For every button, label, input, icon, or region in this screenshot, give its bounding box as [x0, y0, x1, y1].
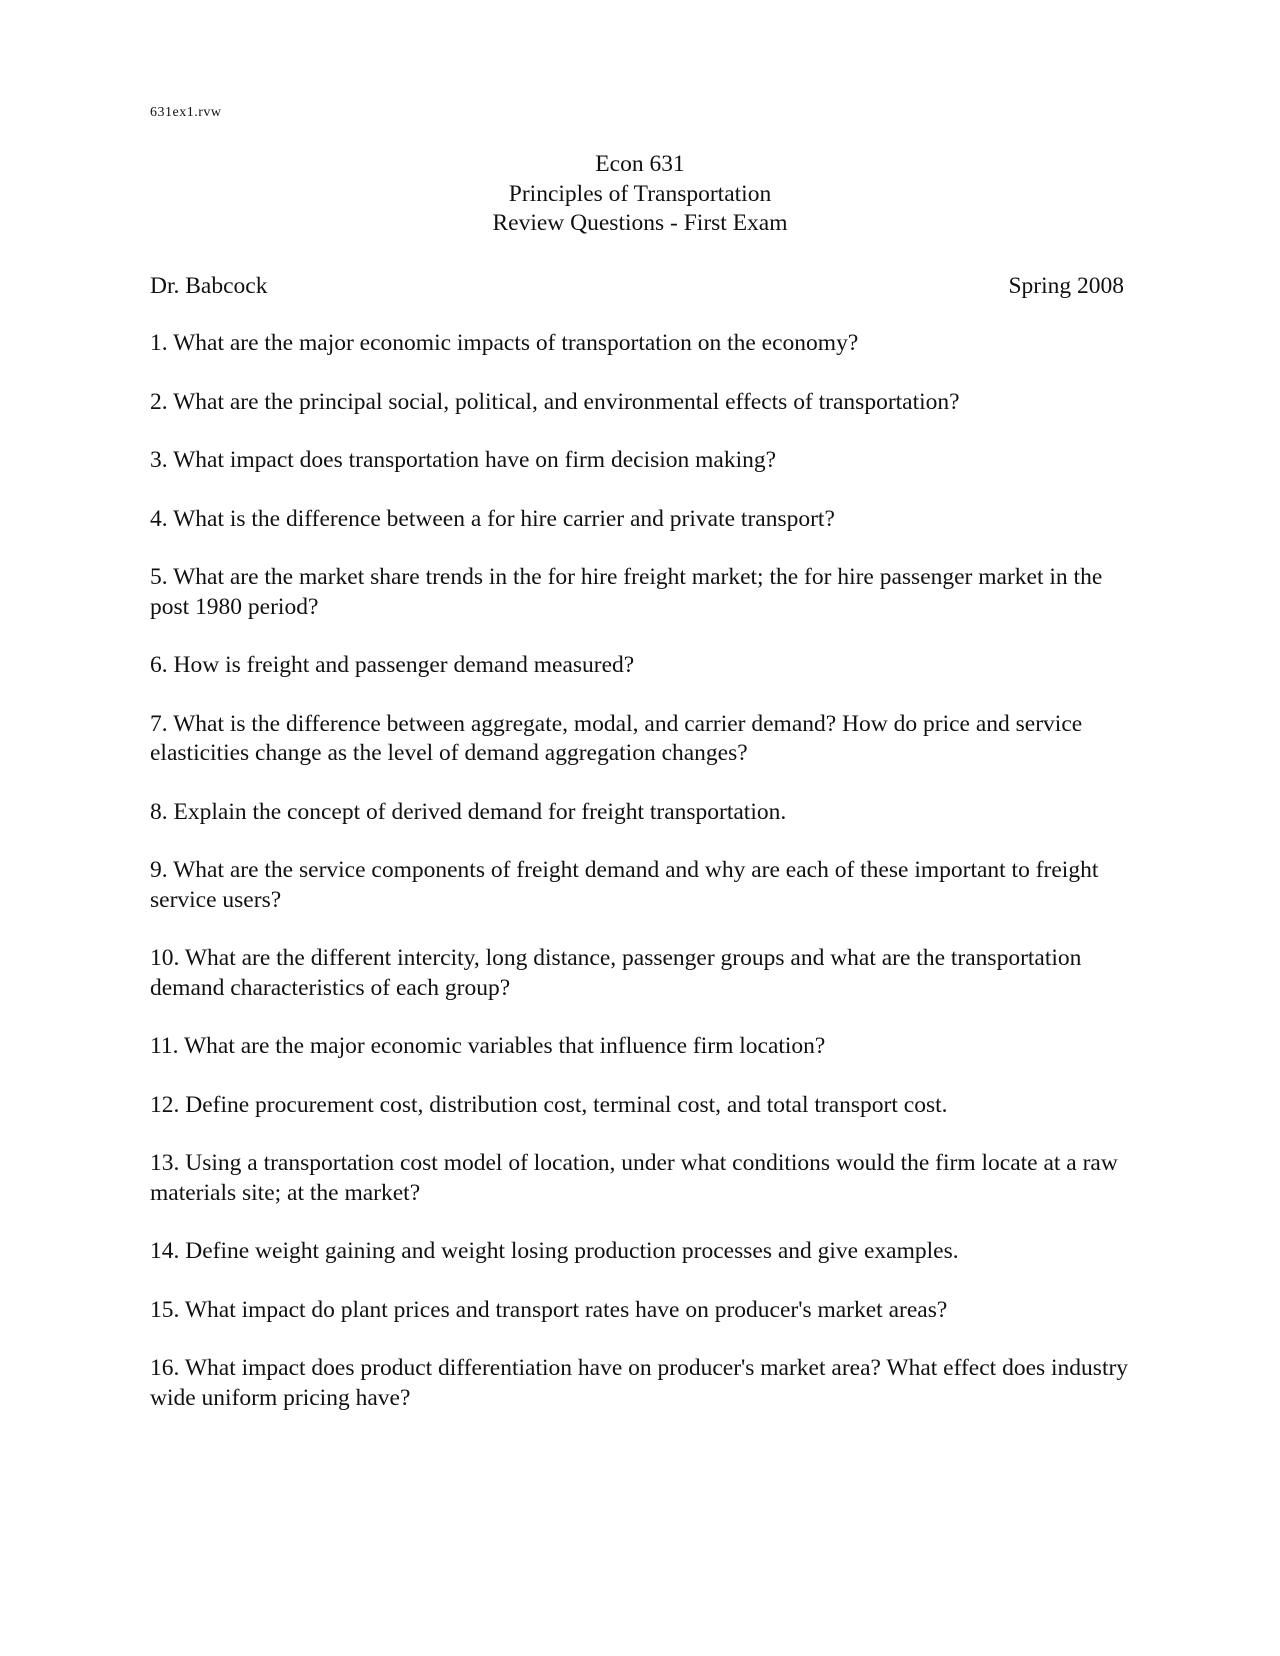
question-text: What impact does product differentiation have on producer's market area? What effect does industry wide uniform pricing have? — [150, 1355, 1129, 1411]
question-item — [150, 388, 1130, 418]
question-number: 10. — [150, 945, 180, 971]
question-text: Define weight gaining and weight losing production processes and give examples. — [185, 1238, 959, 1264]
file-name-label: 631ex1.rvw — [150, 105, 222, 120]
question-number: 3. — [150, 447, 168, 473]
question-item — [150, 1354, 1130, 1413]
question-number: 16. — [150, 1355, 180, 1381]
question-number: 14. — [150, 1238, 180, 1264]
question-item — [150, 446, 1130, 476]
question-text: What impact does transportation have on firm decision making? — [173, 447, 777, 473]
question-item — [150, 1149, 1130, 1208]
question-list — [150, 329, 1130, 1442]
question-number: 12. — [150, 1091, 180, 1118]
question-item — [150, 563, 1130, 622]
question-text: What are the major economic variables that influence firm location? — [183, 1033, 826, 1059]
question-item — [150, 1032, 1130, 1062]
question-text: How is freight and passenger demand measured? — [173, 652, 635, 678]
question-number: 2. — [150, 388, 168, 415]
course-number: Econ 631 — [595, 151, 685, 177]
question-number: 1. — [150, 330, 168, 356]
question-item — [150, 944, 1130, 1003]
header-meta-row — [150, 272, 1124, 302]
question-number: 8. — [150, 798, 168, 825]
question-text: What are the major economic impacts of transportation on the economy? — [173, 330, 859, 356]
question-number: 11. — [150, 1033, 179, 1059]
instructor-name: Dr. Babcock — [150, 273, 268, 299]
question-item — [150, 329, 1130, 359]
question-text: What are the principal social, political, and environmental effects of transportation? — [173, 388, 960, 415]
question-item — [150, 856, 1130, 915]
question-number: 4. — [150, 505, 168, 532]
question-text: What are the market share trends in the for hire freight market; the for hire passenger market in the post 1980 period? — [150, 564, 1103, 620]
question-text: What are the different intercity, long distance, passenger groups and what are the transportation demand characteristics of each group? — [150, 945, 1082, 1001]
question-text: Explain the concept of derived demand for freight transportation. — [173, 798, 787, 825]
question-item — [150, 651, 1130, 681]
question-text: Using a transportation cost model of location, under what conditions would the firm locate at a raw materials site; at the market? — [150, 1150, 1118, 1206]
question-item — [150, 710, 1130, 769]
document-title-block — [0, 150, 1280, 239]
question-number: 13. — [150, 1150, 180, 1176]
question-number: 9. — [150, 857, 168, 883]
question-number: 7. — [150, 710, 168, 737]
question-number: 15. — [150, 1296, 180, 1323]
question-text: What is the difference between aggregate, modal, and carrier demand? How do price and service elasticities change as the level of demand aggregation changes? — [150, 710, 1083, 766]
question-item — [150, 1296, 1130, 1326]
course-title: Principles of Transportation — [508, 180, 772, 207]
term-label: Spring 2008 — [1008, 273, 1124, 299]
question-text: What is the difference between a for hire carrier and private transport? — [173, 505, 835, 532]
question-number: 5. — [150, 564, 168, 590]
question-number: 6. — [150, 652, 168, 678]
question-text: Define procurement cost, distribution cost, terminal cost, and total transport cost. — [185, 1091, 948, 1118]
question-item — [150, 798, 1130, 828]
question-text: What impact do plant prices and transport rates have on producer's market areas? — [184, 1296, 948, 1323]
question-item — [150, 505, 1130, 535]
question-text: What are the service components of freight demand and why are each of these important to freight service users? — [150, 857, 1099, 913]
question-item — [150, 1091, 1130, 1121]
document-subtitle: Review Questions - First Exam — [492, 210, 788, 236]
question-item — [150, 1237, 1130, 1267]
